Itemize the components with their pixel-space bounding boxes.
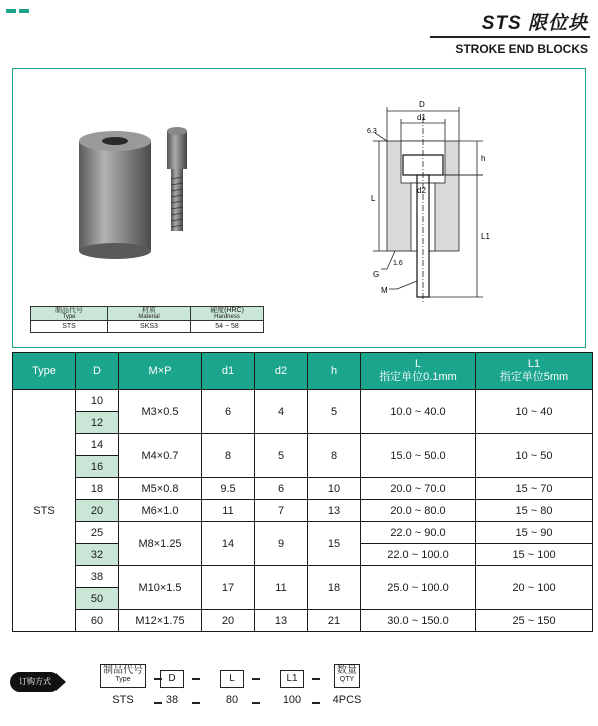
order-field-value: 38 [165,694,179,706]
header-label: L1 [527,358,541,370]
spec-header-type-sub: Type [62,314,76,320]
order-field-value: 80 [225,694,239,706]
spec-header-type: 制品代号 [55,307,83,314]
h-cell: 18 [308,566,361,610]
spec-table [30,306,264,333]
order-separator [252,678,260,680]
type-cell: STS [13,390,76,632]
d2-cell: 13 [255,610,308,632]
table-row [13,566,593,588]
dim-D: D [419,100,425,109]
l-cell: 25.0 ~ 100.0 [361,566,476,610]
spec-type: STS [31,321,108,333]
table-row [13,478,593,500]
order-field-label: D [168,673,176,684]
technical-drawing [361,97,561,307]
dimension-table [12,352,593,632]
d-cell: 60 [76,610,119,632]
h-cell: 10 [308,478,361,500]
header-label: d1 [221,364,235,377]
order-separator [312,678,320,680]
header-sub: 指定单位0.1mm [379,371,457,383]
header-label: h [330,364,338,377]
l1-cell: 15 ~ 90 [476,522,593,544]
mp-cell: M10×1.5 [119,566,202,610]
d2-cell: 4 [255,390,308,434]
header-7 [476,353,593,390]
mp-cell: M8×1.25 [119,522,202,566]
d-cell: 20 [76,500,119,522]
mp-cell: M4×0.7 [119,434,202,478]
order-badge-label: 订购方式 [10,672,60,692]
header-6 [361,353,476,390]
header-label: D [93,364,101,377]
order-field-value: 100 [282,694,302,706]
l1-cell: 15 ~ 80 [476,500,593,522]
order-field-box [100,664,146,688]
d2-cell: 6 [255,478,308,500]
order-field-value: 4PCS [332,694,362,706]
header-1 [76,353,119,390]
d-cell: 32 [76,544,119,566]
mp-cell: M6×1.0 [119,500,202,522]
d-cell: 16 [76,456,119,478]
header-3 [202,353,255,390]
spec-header-hardness-sub: Hardness [214,314,240,320]
dim-d2: d2 [417,186,426,195]
l-cell: 30.0 ~ 150.0 [361,610,476,632]
h-cell: 15 [308,522,361,566]
order-field-label: 制品代号 [103,665,143,676]
order-separator [192,678,200,680]
table-row [13,500,593,522]
order-field-box [280,670,304,688]
spec-header-hardness: 硬度(HRC) [210,307,244,314]
dim-L: L [371,194,376,203]
d1-cell: 17 [202,566,255,610]
roughness-1-6: 1.6 [393,260,403,267]
header-0 [13,353,76,390]
l1-cell: 15 ~ 100 [476,544,593,566]
mp-cell: M3×0.5 [119,390,202,434]
mp-cell: M5×0.8 [119,478,202,500]
l-cell: 22.0 ~ 100.0 [361,544,476,566]
d2-cell: 5 [255,434,308,478]
l-cell: 20.0 ~ 80.0 [361,500,476,522]
d-cell: 14 [76,434,119,456]
l-cell: 20.0 ~ 70.0 [361,478,476,500]
d-cell: 50 [76,588,119,610]
l1-cell: 15 ~ 70 [476,478,593,500]
order-field-box [334,664,360,688]
spec-header-material: 材质 [142,307,156,314]
header-5 [308,353,361,390]
order-badge [8,670,68,696]
l-cell: 15.0 ~ 50.0 [361,434,476,478]
arrow-right-icon [56,673,66,691]
mp-cell: M12×1.75 [119,610,202,632]
l1-cell: 10 ~ 50 [476,434,593,478]
dim-d1: d1 [417,113,426,122]
order-field-box [160,670,184,688]
product-photo [71,121,281,271]
corner-mark [6,0,34,5]
order-field-value: STS [112,694,134,706]
page-subtitle: STROKE END BLOCKS [455,42,588,56]
header-label: M×P [148,364,172,377]
order-field-label: L [229,673,235,684]
h-cell: 13 [308,500,361,522]
order-section [8,662,368,722]
d1-cell: 6 [202,390,255,434]
table-row [13,522,593,544]
order-separator [192,702,200,704]
l1-cell: 10 ~ 40 [476,390,593,434]
d-cell: 18 [76,478,119,500]
order-separator [252,702,260,704]
dim-G: G [373,270,380,279]
order-field-label: L1 [286,673,298,684]
d1-cell: 11 [202,500,255,522]
order-field-sub: Type [115,676,131,683]
order-field-sub: QTY [339,676,355,683]
header-sub: 指定单位5mm [499,371,569,383]
h-cell: 5 [308,390,361,434]
header-4 [255,353,308,390]
l-cell: 10.0 ~ 40.0 [361,390,476,434]
d-cell: 10 [76,390,119,412]
d-cell: 12 [76,412,119,434]
order-field-label: 数量 [337,665,357,676]
title-rule [430,36,590,38]
dim-M: M [381,286,388,295]
spec-header-material-sub: Material [138,314,160,320]
d1-cell: 9.5 [202,478,255,500]
d1-cell: 8 [202,434,255,478]
d2-cell: 11 [255,566,308,610]
d-cell: 25 [76,522,119,544]
d2-cell: 9 [255,522,308,566]
d1-cell: 20 [202,610,255,632]
table-row [13,390,593,412]
l-cell: 22.0 ~ 90.0 [361,522,476,544]
l1-cell: 20 ~ 100 [476,566,593,610]
table-row [13,610,593,632]
roughness-6-3: 6.3 [367,128,377,135]
header-label: d2 [274,364,288,377]
h-cell: 21 [308,610,361,632]
order-separator [312,702,320,704]
dim-h: h [481,154,486,163]
page-title: STS 限位块 [481,13,588,34]
d2-cell: 7 [255,500,308,522]
header-2 [119,353,202,390]
l1-cell: 25 ~ 150 [476,610,593,632]
h-cell: 8 [308,434,361,478]
d1-cell: 14 [202,522,255,566]
dim-L1: L1 [481,232,490,241]
header-label: Type [32,364,56,377]
spec-hardness: 54 ~ 58 [191,321,264,333]
header-label: L [414,358,422,370]
d-cell: 38 [76,566,119,588]
order-field-box [220,670,244,688]
table-row [13,434,593,456]
spec-material: SKS3 [108,321,191,333]
